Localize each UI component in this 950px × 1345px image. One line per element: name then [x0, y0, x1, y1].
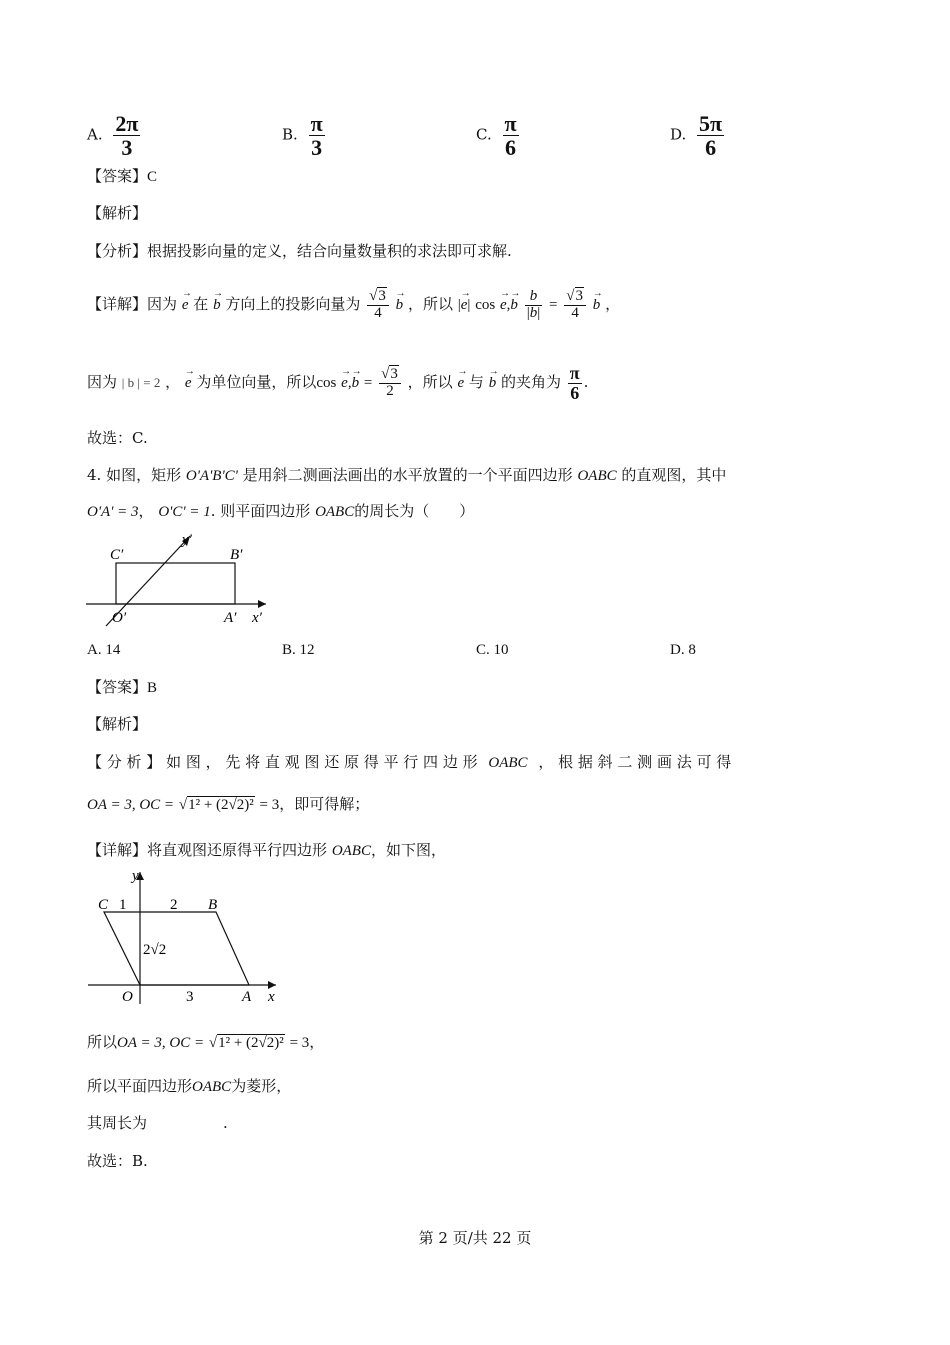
q4-answer: 【答案】B: [87, 678, 158, 696]
q4-so-line3: 其周长为 .: [87, 1114, 228, 1132]
label-height: 2√2: [143, 942, 167, 958]
label-b-prime: B′: [230, 547, 243, 563]
label-o-prime: O′: [112, 610, 127, 626]
label-x: x: [268, 989, 275, 1005]
q4-stem-line2: O'A' = 3， O'C' = 1. 则平面四边形 OABC的周长为（ ）: [87, 502, 475, 520]
q3-jiexi: 【解析】: [87, 204, 148, 222]
q4-analysis-line2: OA = 3, OC = √1² + (2√2)² = 3，即可得解；: [87, 795, 370, 813]
label-o: O: [122, 989, 133, 1005]
label-y-prime: y′: [182, 532, 192, 548]
label-c-prime: C′: [110, 547, 124, 563]
q3-detail: 【详解】因为 → e 在 → b 方向上的投影向量为 $\frac{√3}{4}$ → b ，所以 |→ e| cos → e,→ b $\frac{b}{|b|}$ = $\frac{√3}{4}$ → b ，: [87, 280, 620, 329]
oblique-figure: [86, 530, 276, 630]
q4-stem-line1: 4. 如图，矩形 O'A'B'C' 是用斜二测画法画出的水平放置的一个平面四边形 OABC 的直观图，其中: [87, 466, 727, 484]
q4-so-line1: 所以OA = 3, OC = √1² + (2√2)² = 3，: [87, 1033, 325, 1051]
q4-option-a: A. 14: [87, 642, 121, 658]
q4-jiexi: 【解析】: [87, 715, 148, 733]
q3-option-d: D. $\frac{5\pi}{6}$: [670, 111, 723, 161]
q4-detail: 【详解】将直观图还原得平行四边形 OABC，如下图，: [87, 841, 446, 859]
page-footer: 第 2 页/共 22 页: [418, 1229, 532, 1247]
q3-line2: 因为 | b | = 2 ， → e 为单位向量，所以cos → e,→ b = $\frac{√3}{2}$ ，所以 → e 与 → b 的夹角为 $\frac{\pi}{6}$ .: [87, 358, 588, 407]
label-b: B: [208, 897, 218, 913]
q3-option-c: C. $\frac{\pi}{6}$: [476, 111, 517, 161]
q3-option-b: B. $\frac{\pi}{3}$: [282, 111, 323, 161]
rectangle-oabc-prime: [116, 563, 235, 604]
q4-option-c: C. 10: [476, 642, 509, 658]
q4-so-line2: 所以平面四边形OABC为菱形，: [87, 1077, 292, 1095]
label-a-prime: A′: [224, 610, 237, 626]
label-a: A: [242, 989, 252, 1005]
q3-choose: 故选：C.: [87, 429, 148, 447]
q3-analysis: 【分析】根据投影向量的定义，结合向量数量积的求法即可求解.: [87, 242, 512, 260]
q4-option-b: B. 12: [282, 642, 315, 658]
q4-choose: 故选：B.: [87, 1152, 148, 1170]
parallelogram-figure: [86, 864, 286, 1008]
q3-answer: 【答案】C: [87, 167, 158, 185]
q4-option-d: D. 8: [670, 642, 696, 658]
label-x-prime: x′: [252, 610, 262, 626]
label-two: 2: [170, 897, 178, 913]
q4-analysis-line1: 【 分 析 】 如 图 ， 先 将 直 观 图 还 原 得 平 行 四 边 形 OABC ， 根 据 斜 二 测 画 法 可 得: [87, 753, 732, 771]
label-y: y: [132, 868, 139, 884]
label-c: C: [98, 897, 109, 913]
label-one: 1: [119, 897, 127, 913]
parallelogram-oabc: [104, 912, 249, 985]
label-three: 3: [186, 989, 194, 1005]
q3-option-a: A. $\frac{2\pi}{3}$: [87, 111, 139, 161]
